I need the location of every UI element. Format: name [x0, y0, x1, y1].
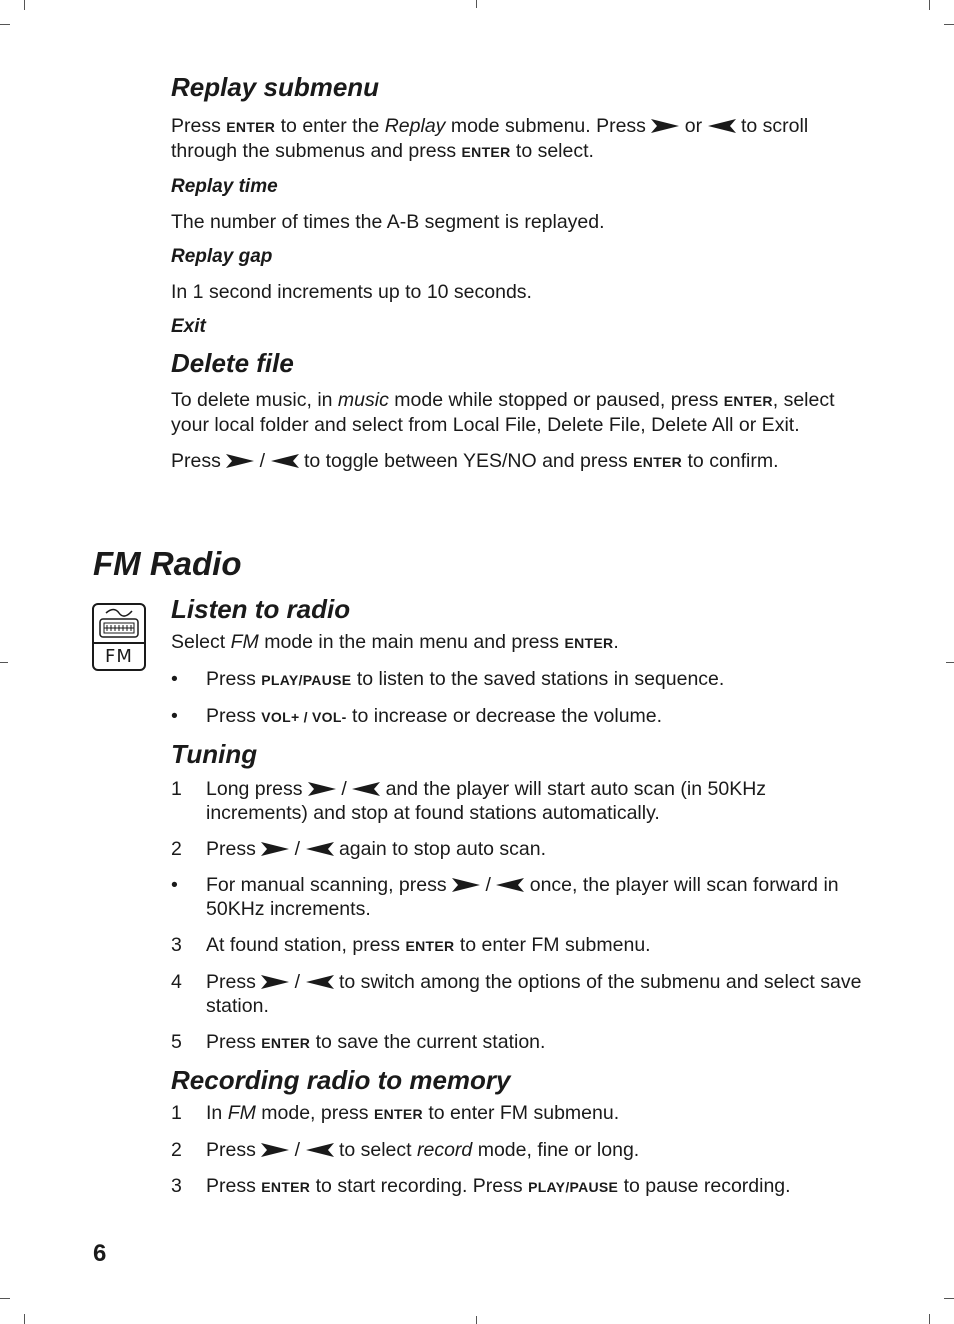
arrow-left-icon	[306, 1143, 334, 1157]
enter-key-label: ENTER	[564, 635, 614, 651]
crop-mark	[0, 24, 10, 25]
text: Press	[206, 1175, 262, 1197]
replay-time-text: The number of times the A-B segment is replayed.	[171, 211, 605, 233]
text: Press	[206, 705, 262, 727]
enter-key-label: ENTER	[723, 393, 773, 409]
list-item	[171, 1101, 871, 1126]
fm-icon-label: FM	[105, 646, 133, 667]
step-number: 2	[171, 838, 182, 860]
exit-heading: Exit	[171, 316, 206, 337]
fm-content	[171, 592, 871, 1199]
text: to toggle between YES/NO and press	[298, 450, 634, 472]
replay-time-heading: Replay time	[171, 176, 278, 197]
arrow-right-icon	[452, 878, 480, 892]
play-pause-key-label: PLAY/PAUSE	[528, 1179, 619, 1195]
text: record	[417, 1139, 473, 1161]
text: to select.	[510, 140, 594, 162]
text: Press	[206, 668, 262, 690]
recording-heading: Recording radio to memory	[171, 1065, 511, 1095]
crop-mark	[476, 0, 477, 8]
text: again to stop auto scan.	[333, 838, 547, 860]
fm-radio-icon	[92, 603, 146, 671]
step-number: 3	[171, 1175, 182, 1197]
text: Select	[171, 631, 231, 653]
text: .	[613, 631, 619, 653]
text: For manual scanning, press	[206, 874, 453, 896]
text: to pause recording.	[618, 1175, 791, 1197]
arrow-right-icon	[308, 782, 336, 796]
text: to select	[333, 1139, 417, 1161]
replay-submenu-heading: Replay submenu	[171, 72, 380, 102]
arrow-right-icon	[261, 842, 289, 856]
bullet-mark: •	[171, 705, 178, 727]
enter-key-label: ENTER	[261, 1179, 311, 1195]
text: FM	[227, 1102, 256, 1124]
bullet-mark: •	[171, 668, 178, 690]
step-number: 5	[171, 1031, 182, 1053]
replay-submenu-intro	[171, 114, 871, 164]
list-item	[171, 837, 871, 861]
text: At found station, press	[206, 934, 406, 956]
text: mode, press	[255, 1102, 374, 1124]
text: to enter FM submenu.	[454, 934, 651, 956]
list-item	[171, 933, 871, 958]
text: to switch among the options of the submenu and select save station.	[206, 971, 862, 1017]
text: Press	[171, 450, 227, 472]
enter-key-label: ENTER	[373, 1106, 423, 1122]
list-item	[171, 667, 871, 692]
text: to save the current station.	[310, 1031, 546, 1053]
text: Replay	[384, 115, 446, 137]
text: FM	[230, 631, 259, 653]
delete-file-text	[171, 388, 871, 437]
step-number: 4	[171, 971, 182, 993]
replay-gap-heading: Replay gap	[171, 246, 273, 267]
text: to confirm.	[682, 450, 779, 472]
list-item	[171, 970, 871, 1018]
arrow-right-icon	[261, 975, 289, 989]
crop-mark	[24, 0, 25, 10]
arrow-right-icon	[261, 1143, 289, 1157]
crop-mark	[929, 1314, 930, 1324]
replay-gap-text: In 1 second increments up to 10 seconds.	[171, 281, 532, 303]
delete-file-toggle-text	[171, 449, 871, 474]
crop-mark	[0, 662, 8, 663]
text: Press	[206, 971, 262, 993]
arrow-left-icon	[708, 119, 736, 133]
text: /	[289, 838, 306, 860]
list-item	[171, 1030, 871, 1055]
list-item	[171, 873, 871, 921]
text: Press	[206, 1031, 262, 1053]
text: to scroll through the submenus and press	[171, 115, 809, 162]
arrow-left-icon	[271, 454, 299, 468]
text: mode, fine or long.	[472, 1139, 640, 1161]
text: In	[206, 1102, 228, 1124]
text: once, the player will scan forward in 50KHz increments.	[206, 874, 839, 920]
step-number: 1	[171, 1102, 182, 1124]
arrow-right-icon	[651, 119, 679, 133]
crop-mark	[476, 1316, 477, 1324]
enter-key-label: ENTER	[461, 144, 511, 160]
enter-key-label: ENTER	[633, 454, 683, 470]
text: /	[289, 971, 306, 993]
crop-mark	[944, 24, 954, 25]
fm-radio-title: FM Radio	[93, 545, 242, 582]
text: , select your local folder and select from Local File, Delete File, Delete All or Exit.	[171, 389, 835, 436]
enter-key-label: ENTER	[261, 1035, 311, 1051]
listen-to-radio-heading: Listen to radio	[171, 594, 351, 624]
text: to increase or decrease the volume.	[346, 705, 663, 727]
text: Press	[171, 115, 227, 137]
crop-mark	[0, 1298, 10, 1299]
crop-mark	[944, 1298, 954, 1299]
arrow-left-icon	[306, 975, 334, 989]
step-number: 3	[171, 934, 182, 956]
text: to enter the	[275, 115, 385, 137]
text: to listen to the saved stations in sequence.	[351, 668, 725, 690]
crop-mark	[24, 1314, 25, 1324]
upper-content	[171, 70, 871, 474]
arrow-left-icon	[352, 782, 380, 796]
list-item	[171, 704, 871, 729]
text: /	[289, 1139, 306, 1161]
tuning-heading: Tuning	[171, 739, 258, 769]
play-pause-key-label: PLAY/PAUSE	[261, 672, 352, 688]
text: /	[480, 874, 497, 896]
listen-intro	[171, 630, 871, 655]
page-number: 6	[93, 1240, 107, 1267]
arrow-left-icon	[496, 878, 524, 892]
text: /	[254, 450, 271, 472]
text: to enter FM submenu.	[422, 1102, 620, 1124]
text: and the player will start auto scan (in 50KHz increments) and stop at found stations automatically.	[206, 778, 767, 824]
text: mode in the main menu and press	[258, 631, 565, 653]
text: /	[335, 778, 353, 800]
bullet-mark: •	[171, 874, 178, 896]
list-item	[171, 1174, 871, 1199]
step-number: 1	[171, 778, 182, 800]
arrow-right-icon	[226, 454, 254, 468]
enter-key-label: ENTER	[226, 119, 276, 135]
enter-key-label: ENTER	[405, 938, 455, 954]
crop-mark	[929, 0, 930, 10]
step-number: 2	[171, 1139, 182, 1161]
text: Press	[206, 838, 262, 860]
text: Long press	[206, 778, 308, 800]
list-item	[171, 777, 871, 825]
text: music	[337, 389, 389, 411]
text: or	[679, 115, 708, 137]
text: mode submenu. Press	[445, 115, 652, 137]
list-item	[171, 1138, 871, 1162]
delete-file-heading: Delete file	[171, 348, 294, 378]
volume-key-label: VOL+ / VOL-	[261, 709, 347, 725]
text: mode while stopped or paused, press	[388, 389, 724, 411]
text: To delete music, in	[171, 389, 338, 411]
text: Press	[206, 1139, 262, 1161]
arrow-left-icon	[306, 842, 334, 856]
crop-mark	[946, 662, 954, 663]
text: to start recording. Press	[310, 1175, 529, 1197]
